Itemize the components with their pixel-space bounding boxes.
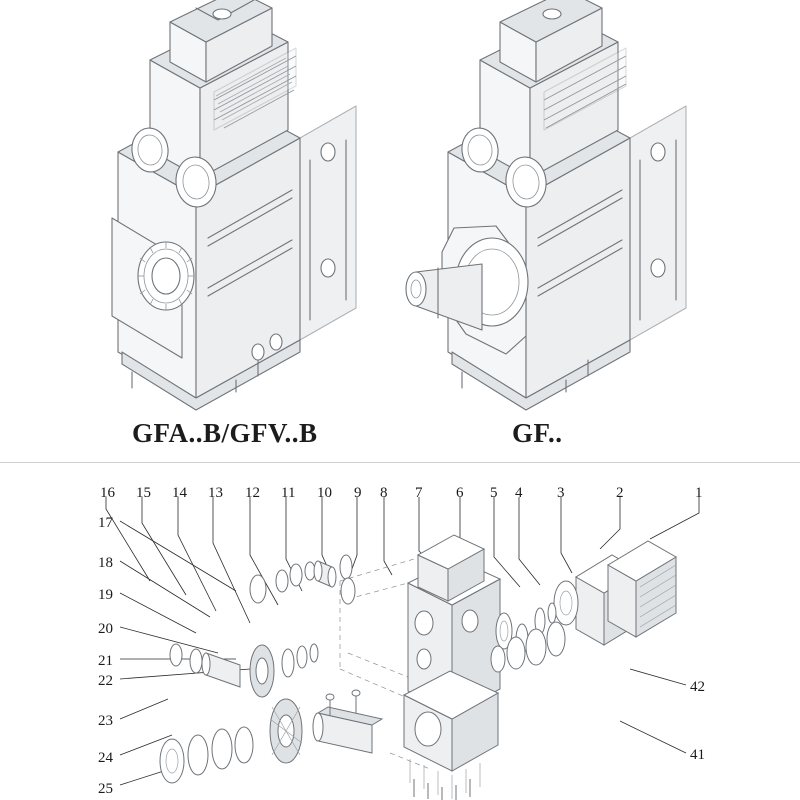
part-label-18: 18 (98, 555, 113, 571)
part-label-23: 23 (98, 713, 113, 729)
part-label-41: 41 (690, 747, 705, 763)
gearbox-right-body (406, 0, 686, 410)
exploded-view-section (0, 463, 800, 800)
exploded-view-drawing (0, 463, 800, 800)
part-label-24: 24 (98, 750, 113, 766)
part-label-5: 5 (490, 485, 498, 501)
part-label-13: 13 (208, 485, 223, 501)
part-label-20: 20 (98, 621, 113, 637)
part-label-2: 2 (616, 485, 624, 501)
caption-gf: GF.. (512, 418, 563, 448)
exploded-parts-top-left (250, 555, 355, 604)
exploded-rings-right (491, 603, 565, 672)
exploded-gear-shaft-mid (170, 644, 318, 697)
part-label-10: 10 (317, 485, 332, 501)
part-label-7: 7 (415, 485, 423, 501)
exploded-gear-shaft-bottom (160, 690, 382, 783)
exploded-motor-assembly (554, 541, 676, 800)
part-label-11: 11 (281, 485, 296, 501)
part-label-8: 8 (380, 485, 388, 501)
part-label-17: 17 (98, 515, 113, 531)
part-label-21: 21 (98, 653, 113, 669)
part-label-16: 16 (100, 485, 115, 501)
part-label-25: 25 (98, 781, 113, 797)
part-label-14: 14 (172, 485, 187, 501)
part-label-15: 15 (136, 485, 151, 501)
exploded-bottom-pins (414, 779, 470, 800)
gearbox-left-body (112, 0, 356, 410)
part-label-42: 42 (690, 679, 705, 695)
part-label-1: 1 (695, 485, 703, 501)
part-label-9: 9 (354, 485, 362, 501)
exploded-housing (404, 535, 500, 799)
part-label-19: 19 (98, 587, 113, 603)
part-label-22: 22 (98, 673, 113, 689)
part-label-4: 4 (515, 485, 523, 501)
part-label-3: 3 (557, 485, 565, 501)
part-label-12: 12 (245, 485, 260, 501)
part-label-6: 6 (456, 485, 464, 501)
caption-gfa-b-gfv-b: GFA..B/GFV..B (132, 418, 318, 448)
